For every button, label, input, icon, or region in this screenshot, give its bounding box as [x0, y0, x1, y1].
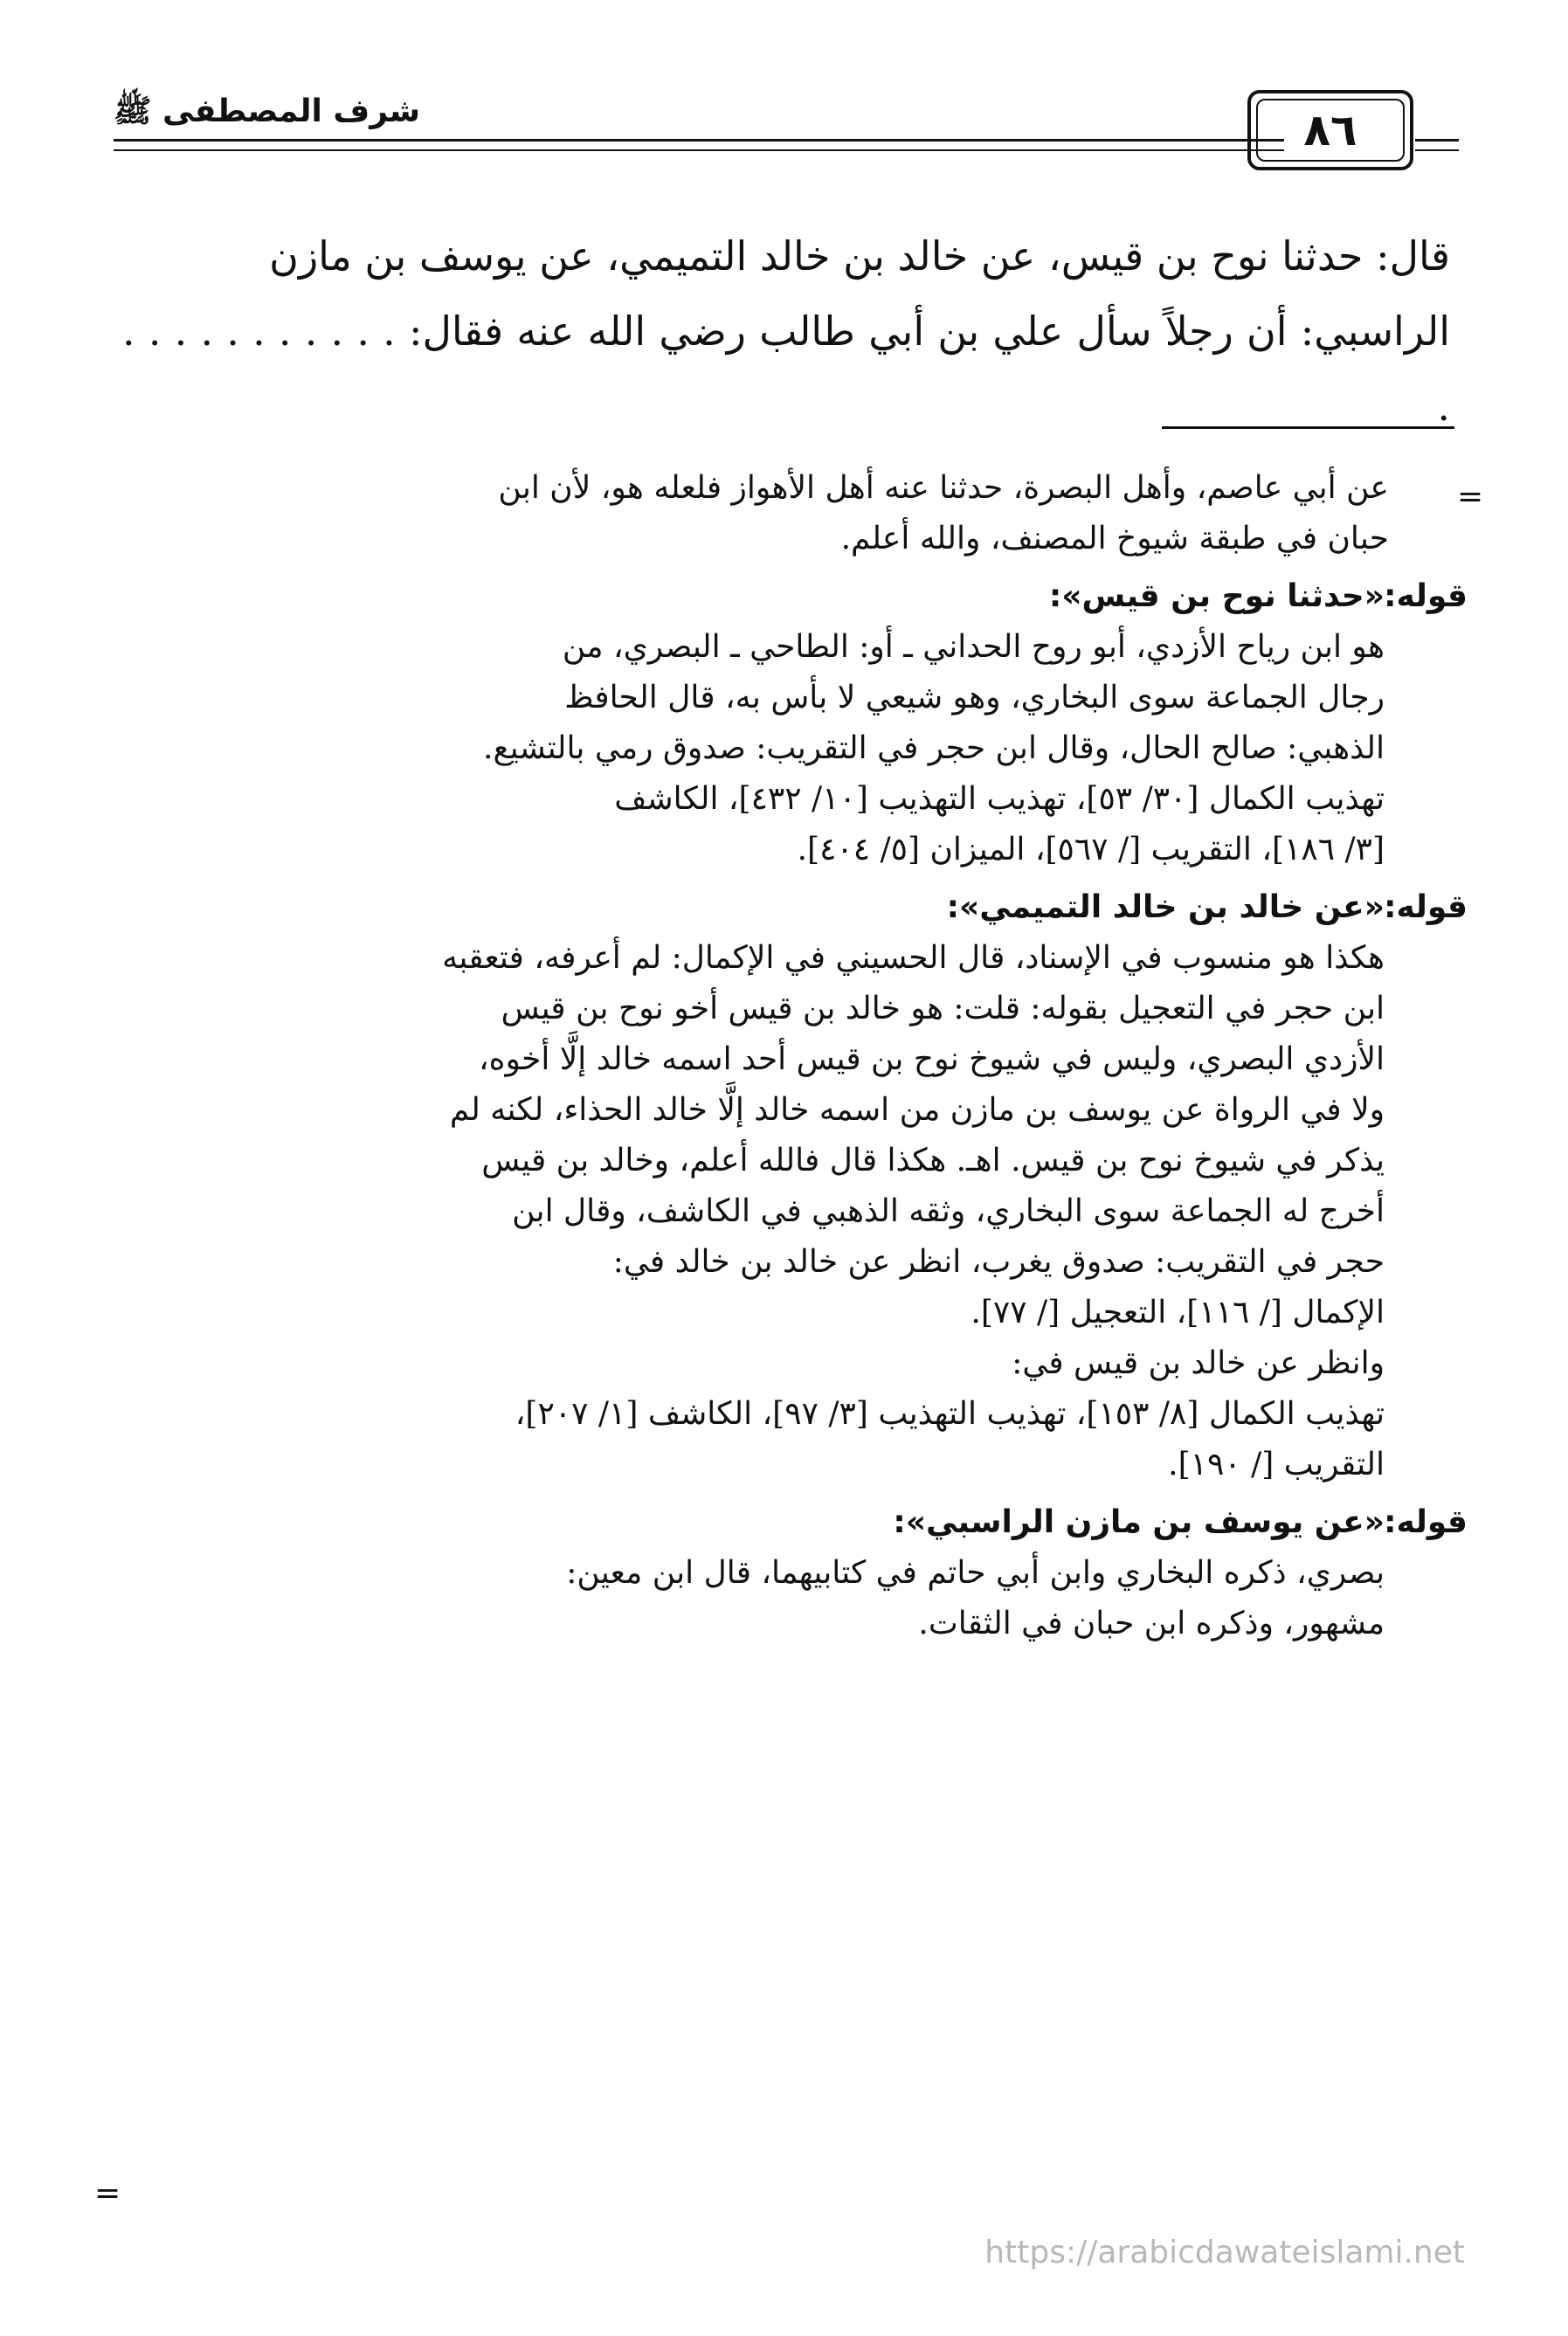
footnote-line: هكذا هو منسوب في الإسناد، قال الحسيني في الإكمال: لم أعرفه، فتعقبه	[442, 940, 1385, 976]
footnote-line: حجر في التقريب: صدوق يغرب، انظر عن خالد بن خالد في:	[612, 1244, 1385, 1280]
footnote-label: قوله:	[1384, 1504, 1468, 1540]
footnote-body	[122, 622, 1468, 875]
footnote-entry	[122, 882, 1468, 1490]
main-text-line: الراسبي: أن رجلاً سأل علي بن أبي طالب رضي الله عنه فقال: . . . . . . . . . . . .	[122, 308, 1450, 430]
footnote-line: بصري، ذكره البخاري وابن أبي حاتم في كتابيهما، قال ابن معين:	[566, 1555, 1385, 1591]
page-number-frame	[1247, 90, 1413, 170]
continuation-mark: =	[94, 2175, 121, 2211]
continuation-mark: =	[1457, 479, 1484, 515]
footnote-quote: «عن خالد بن خالد التميمي»:	[946, 889, 1385, 925]
footnote-line: تهذيب الكمال [٣٠/ ٥٣]، تهذيب التهذيب [١٠/ ٤٣٢]، الكاشف	[614, 781, 1385, 817]
page-header	[114, 83, 1459, 179]
footnote-line: التقريب [/ ١٩٠].	[1168, 1447, 1385, 1482]
footnote-entry	[122, 1497, 1468, 1649]
footnote-line: [٣/ ١٨٦]، التقريب [/ ٥٦٧]، الميزان [٥/ ٤٠٤].	[797, 832, 1385, 867]
footnote-separator	[1162, 426, 1454, 429]
footnote-line: يذكر في شيوخ نوح بن قيس. اهـ. هكذا قال فالله أعلم، وخالد بن قيس	[481, 1143, 1385, 1178]
footnote-line: عن أبي عاصم، وأهل البصرة، حدثنا عنه أهل الأهواز فلعله هو، لأن ابن	[498, 470, 1389, 506]
footnote-body	[122, 1548, 1468, 1649]
header-rule	[1415, 149, 1459, 151]
main-text-line: قال: حدثنا نوح بن قيس، عن خالد بن خالد التميمي، عن يوسف بن مازن	[269, 232, 1450, 280]
footnote-line: الإكمال [/ ١١٦]، التعجيل [/ ٧٧].	[971, 1295, 1385, 1330]
footnote-line: الذهبي: صالح الحال، وقال ابن حجر في التقريب: صدوق رمي بالتشيع.	[483, 730, 1385, 766]
header-rule	[1415, 139, 1459, 142]
footnote-entry	[122, 571, 1468, 875]
footnote-line: الأزدي البصري، وليس في شيوخ نوح بن قيس أحد اسمه خالد إلَّا أخوه،	[479, 1041, 1385, 1077]
footnote-label: قوله:	[1384, 889, 1468, 925]
footnote-line: هو ابن رياح الأزدي، أبو روح الحداني ـ أو: الطاحي ـ البصري، من	[562, 629, 1385, 665]
main-text	[122, 218, 1450, 444]
header-rule	[114, 149, 1284, 151]
footnote-line: أخرج له الجماعة سوى البخاري، وثقه الذهبي في الكاشف، وقال ابن	[512, 1193, 1385, 1229]
page-number: ٨٦	[1303, 105, 1357, 156]
footnote-line: تهذيب الكمال [٨/ ١٥٣]، تهذيب التهذيب [٣/ ٩٧]، الكاشف [١/ ٢٠٧]،	[515, 1396, 1385, 1432]
footnote-line: مشهور، وذكره ابن حبان في الثقات.	[918, 1606, 1385, 1641]
footnote-body	[122, 933, 1468, 1490]
running-title: شرف المصطفى ﷺ	[114, 93, 421, 129]
footnote-line: ابن حجر في التعجيل بقوله: قلت: هو خالد بن قيس أخو نوح بن قيس	[501, 991, 1385, 1026]
watermark-url: https://arabicdawateislami.net	[984, 2235, 1465, 2270]
footnote-quote: «عن يوسف بن مازن الراسبي»:	[893, 1504, 1385, 1540]
footnote-label: قوله:	[1384, 578, 1468, 614]
footnote-line: وانظر عن خالد بن قيس في:	[1012, 1345, 1385, 1381]
footnote-heading	[122, 882, 1468, 933]
footnote-continuation	[135, 463, 1468, 564]
footnote-heading	[122, 571, 1468, 622]
header-rule	[114, 139, 1284, 142]
footnote-line: رجال الجماعة سوى البخاري، وهو شيعي لا بأس به، قال الحافظ	[564, 680, 1385, 715]
footnote-heading	[122, 1497, 1468, 1548]
footnote-line: ولا في الرواة عن يوسف بن مازن من اسمه خالد إلَّا خالد الحذاء، لكنه لم	[449, 1092, 1385, 1128]
footnote-line: حبان في طبقة شيوخ المصنف، والله أعلم.	[840, 521, 1389, 556]
footnote-quote: «حدثنا نوح بن قيس»:	[1048, 578, 1385, 614]
footnotes	[122, 463, 1468, 1649]
